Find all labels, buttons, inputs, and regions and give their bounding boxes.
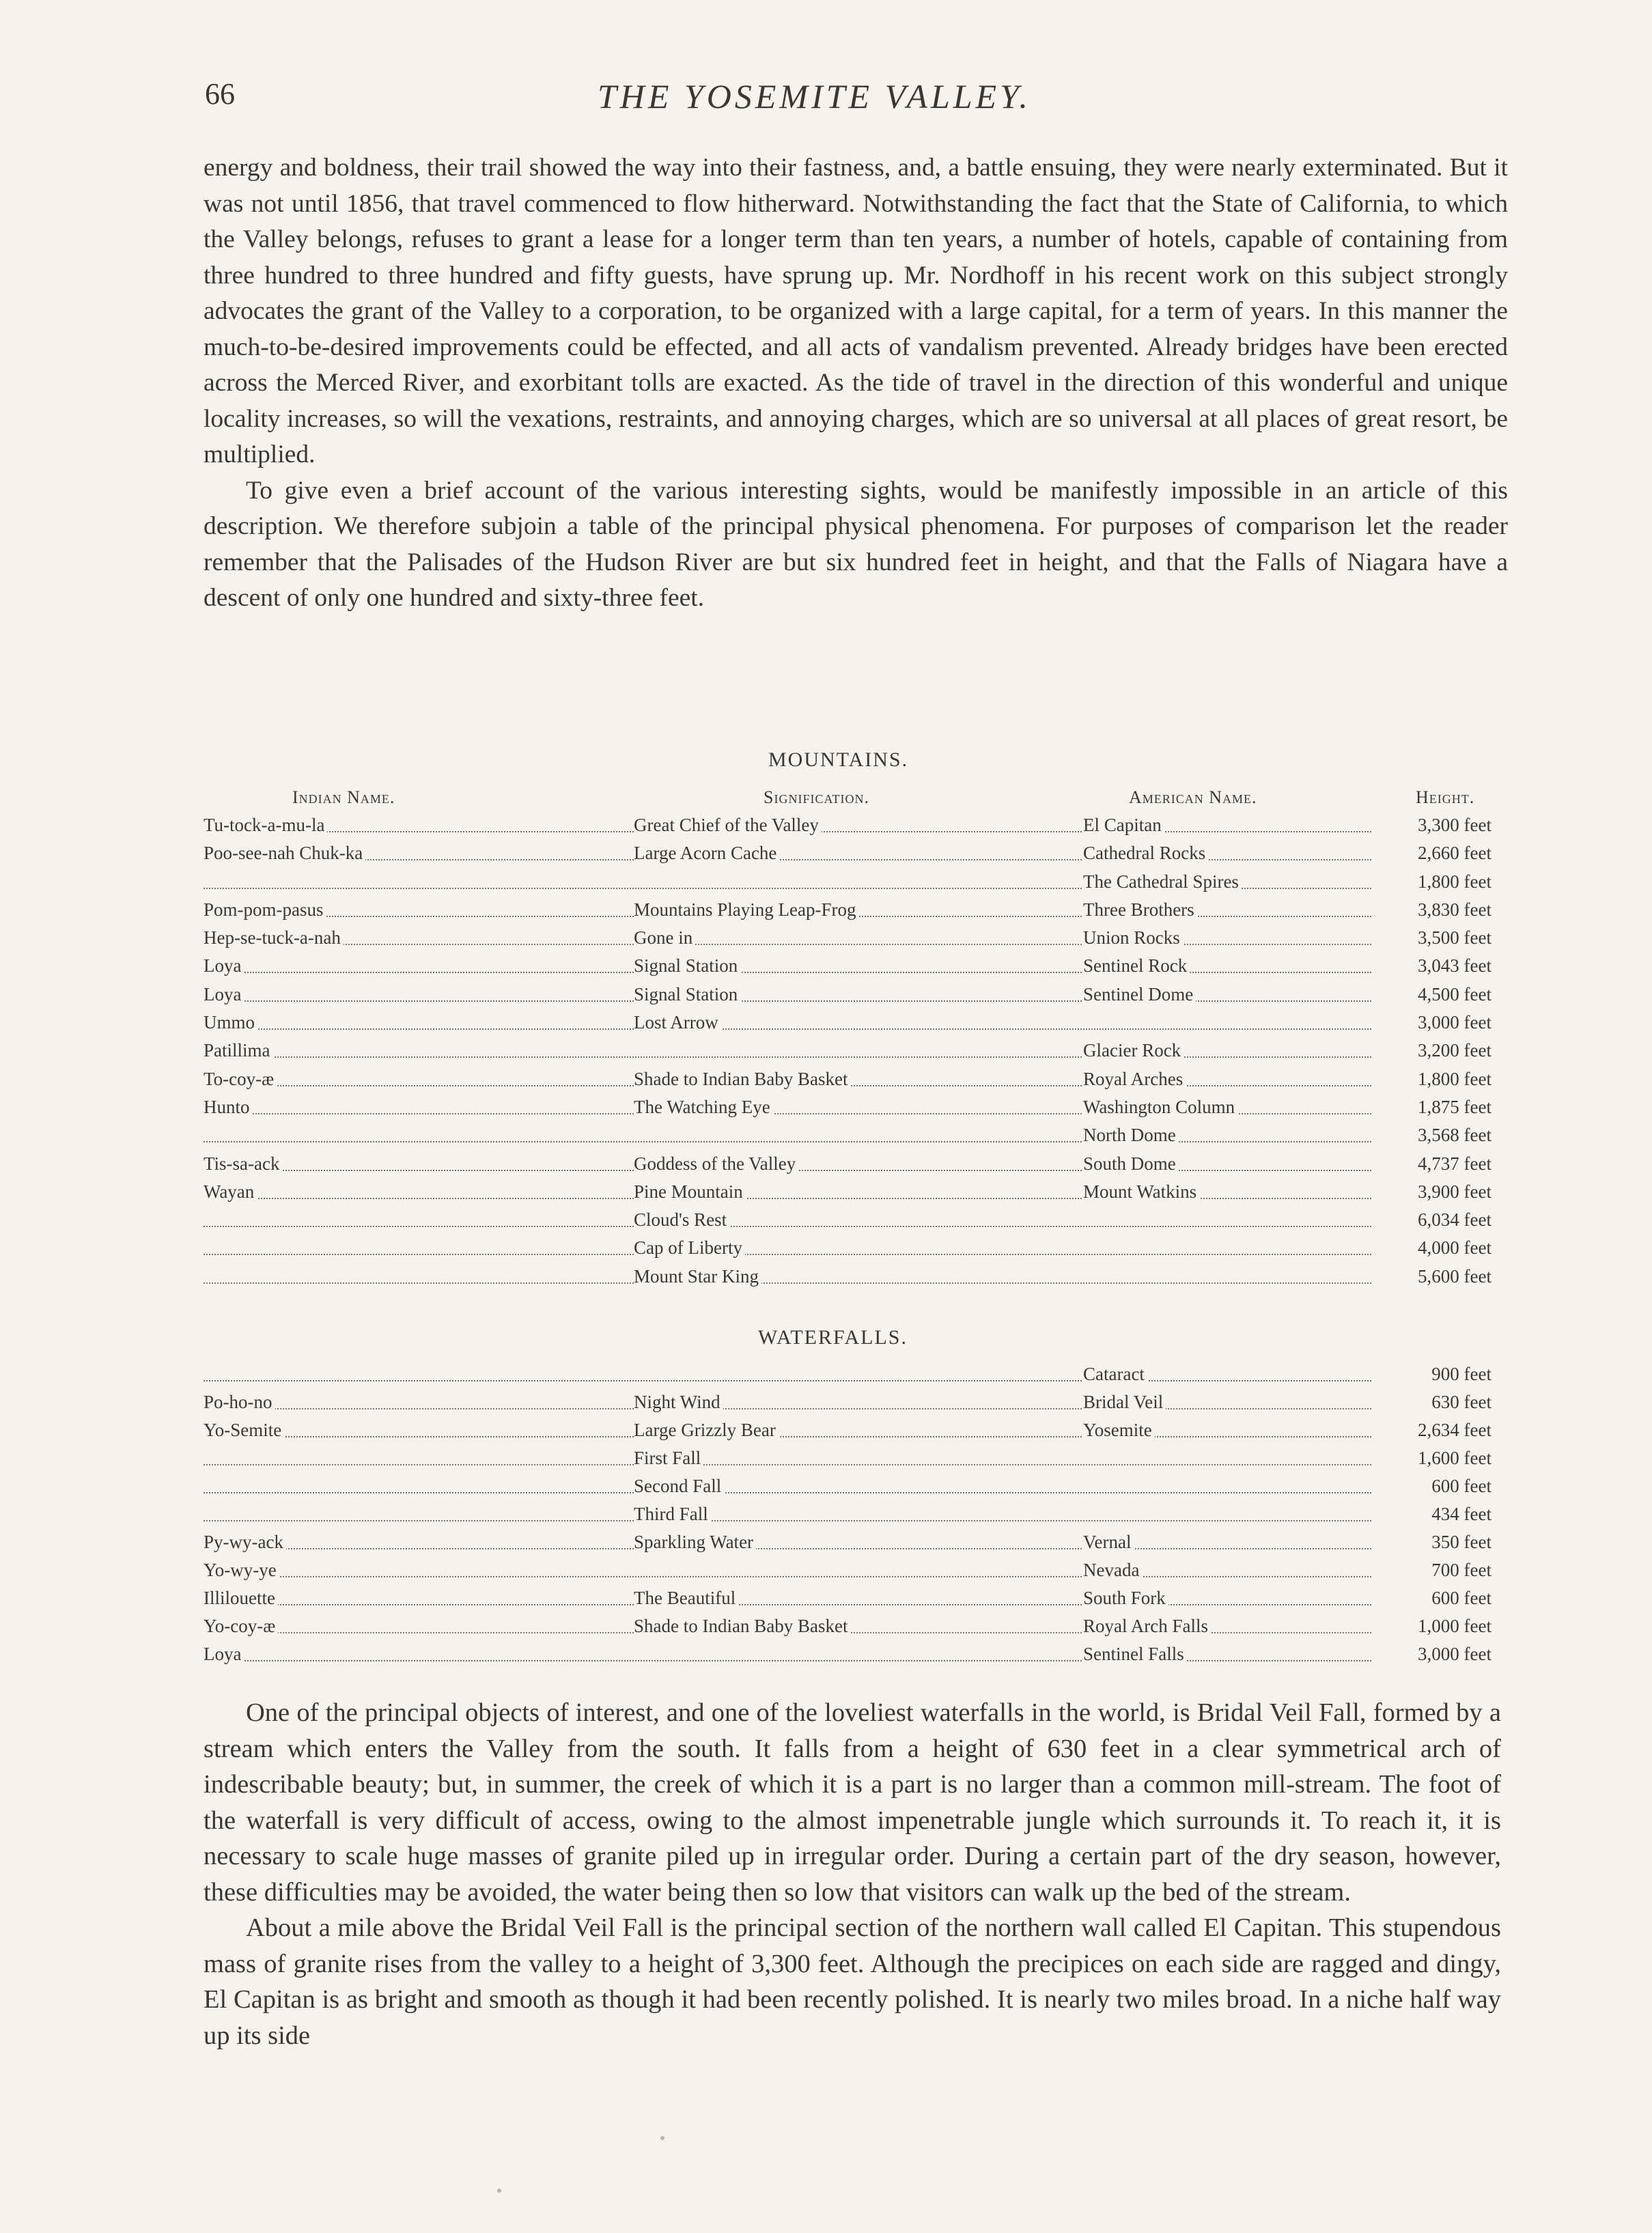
american-name-cell: South Dome (1083, 1153, 1179, 1175)
dot-leader (204, 1520, 1371, 1521)
signification-cell: Cloud's Rest (634, 1209, 729, 1231)
closing-text (204, 1695, 1501, 2053)
american-name-cell: Royal Arches (1083, 1069, 1186, 1090)
table-row (204, 1588, 1496, 1616)
table-row (204, 1040, 1496, 1068)
table-row (204, 984, 1496, 1012)
signification-cell: Signal Station (634, 955, 740, 977)
american-name-cell: Bridal Veil (1083, 1392, 1166, 1413)
height-cell: 600 feet (1429, 1588, 1494, 1609)
american-name-cell: Sentinel Falls (1083, 1644, 1187, 1665)
height-cell: 2,660 feet (1415, 843, 1494, 864)
table-row (204, 1097, 1496, 1125)
table-column-headers (204, 787, 1494, 815)
indian-name-cell: Tis-sa-ack (204, 1153, 283, 1175)
height-cell: 700 feet (1429, 1560, 1494, 1581)
table-row (204, 1125, 1496, 1153)
signification-cell: The Beautiful (634, 1588, 738, 1609)
indian-name-cell: Hep-se-tuck-a-nah (204, 927, 344, 949)
height-cell: 434 feet (1429, 1504, 1494, 1525)
indian-name-cell: Loya (204, 1644, 244, 1665)
height-cell: 2,634 feet (1415, 1420, 1494, 1441)
mountains-heading: MOUNTAINS. (768, 748, 909, 771)
table-row (204, 1069, 1496, 1097)
american-name-cell: Nevada (1083, 1560, 1142, 1581)
column-header-signification: Signification. (764, 787, 869, 807)
height-cell: 350 feet (1429, 1532, 1494, 1553)
indian-name-cell: Illilouette (204, 1588, 278, 1609)
height-cell: 5,600 feet (1415, 1266, 1494, 1287)
dot-leader (204, 1660, 1371, 1661)
height-cell: 900 feet (1429, 1364, 1494, 1385)
american-name-cell: Glacier Rock (1083, 1040, 1184, 1061)
indian-name-cell: Loya (204, 955, 244, 977)
indian-name-cell: Poo-see-nah Chuk-ka (204, 843, 365, 864)
indian-name-cell: Yo-wy-ye (204, 1560, 279, 1581)
ink-fleck (660, 2136, 664, 2140)
american-name-cell: South Fork (1083, 1588, 1168, 1609)
signification-cell: Second Fall (634, 1476, 724, 1497)
table-row (204, 815, 1496, 843)
american-name-cell: El Capitan (1083, 815, 1164, 836)
paragraph: To give even a brief account of the various interesting sights, would be manifestly impossible in an article of this description. We therefore subjoin a table of the principal physical phenomena. For purposes of comparison let the reader remember that the Palisades of the Hudson River are but six hundred feet in height, and that the Falls of Niagara have a descent of only one hundred and sixty-three feet. (204, 476, 1508, 612)
table-row (204, 1420, 1496, 1448)
american-name-cell: Royal Arch Falls (1083, 1616, 1211, 1637)
waterfalls-table (204, 1364, 1496, 1672)
american-name-cell: North Dome (1083, 1125, 1179, 1146)
table-row (204, 871, 1496, 899)
table-row (204, 1364, 1496, 1392)
table-row (204, 1392, 1496, 1420)
dot-leader (204, 944, 1371, 945)
column-header-indian-name: Indian Name. (292, 787, 395, 807)
height-cell: 3,500 feet (1415, 927, 1494, 949)
table-row (204, 955, 1496, 983)
indian-name-cell: Hunto (204, 1097, 253, 1118)
signification-cell: Pine Mountain (634, 1181, 746, 1203)
signification-cell: Shade to Indian Baby Basket (634, 1069, 850, 1090)
table-row (204, 1644, 1496, 1672)
table-row (204, 1266, 1496, 1294)
height-cell: 1,800 feet (1415, 1069, 1494, 1090)
height-cell: 1,000 feet (1415, 1616, 1494, 1637)
signification-cell: Shade to Indian Baby Basket (634, 1616, 850, 1637)
dot-leader (204, 1254, 1371, 1255)
signification-cell: The Watching Eye (634, 1097, 773, 1118)
height-cell: 4,737 feet (1415, 1153, 1494, 1175)
waterfalls-heading: WATERFALLS. (758, 1326, 908, 1349)
height-cell: 630 feet (1429, 1392, 1494, 1413)
signification-cell: Gone in (634, 927, 695, 949)
column-header-height: Height. (1416, 787, 1475, 807)
signification-cell: Third Fall (634, 1504, 711, 1525)
dot-leader (204, 1492, 1371, 1493)
page-number: 66 (205, 77, 235, 111)
signification-cell: Great Chief of the Valley (634, 815, 822, 836)
american-name-cell: Washington Column (1083, 1097, 1237, 1118)
dot-leader (204, 1576, 1371, 1577)
indian-name-cell: Loya (204, 984, 244, 1005)
indian-name-cell: Yo-Semite (204, 1420, 284, 1441)
indian-name-cell: Wayan (204, 1181, 257, 1203)
dot-leader (204, 1056, 1371, 1058)
dot-leader (204, 1436, 1371, 1437)
column-header-american-name: American Name. (1129, 787, 1257, 807)
indian-name-cell: Tu-tock-a-mu-la (204, 815, 327, 836)
height-cell: 3,568 feet (1415, 1125, 1494, 1146)
signification-cell: Signal Station (634, 984, 740, 1005)
american-name-cell: Mount Watkins (1083, 1181, 1199, 1203)
table-row (204, 843, 1496, 871)
height-cell: 3,043 feet (1415, 955, 1494, 977)
dot-leader (204, 1226, 1371, 1227)
signification-cell: Goddess of the Valley (634, 1153, 798, 1175)
height-cell: 4,000 feet (1415, 1237, 1494, 1259)
american-name-cell: Sentinel Rock (1083, 955, 1190, 977)
signification-cell: Mount Star King (634, 1266, 761, 1287)
american-name-cell: Sentinel Dome (1083, 984, 1196, 1005)
american-name-cell: Vernal (1083, 1532, 1134, 1553)
mountains-table (204, 815, 1496, 1294)
height-cell: 4,500 feet (1415, 984, 1494, 1005)
height-cell: 600 feet (1429, 1476, 1494, 1497)
height-cell: 3,200 feet (1415, 1040, 1494, 1061)
american-name-cell: Cataract (1083, 1364, 1147, 1385)
signification-cell: Sparkling Water (634, 1532, 756, 1553)
dot-leader (204, 1282, 1371, 1284)
table-row (204, 899, 1496, 927)
height-cell: 3,000 feet (1415, 1644, 1494, 1665)
signification-cell: Night Wind (634, 1392, 723, 1413)
signification-cell: Mountains Playing Leap-Frog (634, 899, 858, 921)
height-cell: 3,900 feet (1415, 1181, 1494, 1203)
dot-leader (204, 1548, 1371, 1549)
height-cell: 3,830 feet (1415, 899, 1494, 921)
indian-name-cell: Patillima (204, 1040, 273, 1061)
american-name-cell: Union Rocks (1083, 927, 1183, 949)
american-name-cell: The Cathedral Spires (1083, 871, 1242, 893)
dot-leader (204, 1000, 1371, 1002)
table-row (204, 1181, 1496, 1209)
ink-fleck (497, 2189, 501, 2193)
table-row (204, 1209, 1496, 1237)
height-cell: 1,875 feet (1415, 1097, 1494, 1118)
signification-cell: Large Acorn Cache (634, 843, 779, 864)
indian-name-cell: Po-ho-no (204, 1392, 275, 1413)
height-cell: 6,034 feet (1415, 1209, 1494, 1231)
running-head (205, 76, 1502, 124)
american-name-cell: Three Brothers (1083, 899, 1197, 921)
dot-leader (204, 1141, 1371, 1142)
dot-leader (204, 1028, 1371, 1030)
paragraph: One of the principal objects of interest, and one of the loveliest waterfalls in the world, is Bridal Veil Fall, formed by a stream which enters the Valley from the south. It falls from a height of 630 feet in a clear symmetrical arch of indescribable beauty; but, in summer, the creek of which it is a part is no larger than a common mill-stream. The foot of the waterfall is very difficult of access, owing to the almost impenetrable jungle which surrounds it. To reach it, it is necessary to scale huge masses of granite piled up in irregular order. During a certain part of the dry season, however, these difficulties may be avoided, the water being then so low that visitors can walk up the bed of the stream. (204, 1698, 1501, 1907)
dot-leader (204, 1408, 1371, 1409)
american-name-cell: Yosemite (1083, 1420, 1155, 1441)
height-cell: 3,300 feet (1415, 815, 1494, 836)
dot-leader (204, 972, 1371, 973)
height-cell: 1,600 feet (1415, 1448, 1494, 1469)
table-row (204, 1476, 1496, 1504)
table-row (204, 1560, 1496, 1588)
table-row (204, 1153, 1496, 1181)
indian-name-cell: Ummo (204, 1012, 257, 1033)
indian-name-cell: Yo-coy-æ (204, 1616, 278, 1637)
table-row (204, 1237, 1496, 1265)
indian-name-cell: Pom-pom-pasus (204, 899, 326, 921)
height-cell: 3,000 feet (1415, 1012, 1494, 1033)
running-title: THE YOSEMITE VALLEY. (598, 77, 1031, 115)
dot-leader (204, 1464, 1371, 1465)
dot-leader (204, 1604, 1371, 1605)
intro-text (204, 150, 1508, 617)
dot-leader (204, 1380, 1371, 1381)
table-row (204, 1012, 1496, 1040)
height-cell: 1,800 feet (1415, 871, 1494, 893)
table-row (204, 1616, 1496, 1644)
signification-cell: Lost Arrow (634, 1012, 721, 1033)
table-row (204, 1448, 1496, 1476)
indian-name-cell: To-coy-æ (204, 1069, 277, 1090)
table-row (204, 927, 1496, 955)
signification-cell: First Fall (634, 1448, 703, 1469)
paragraph: energy and boldness, their trail showed the way into their fastness, and, a battle ensuing, they were nearly exterminated. But it was not until 1856, that travel commenced to flow hitherward. Notwithstanding the fact that the State of California, to which the Valley belongs, refuses to grant a lease for a longer term than ten years, a number of hotels, capable of containing from three hundred to three hundred and fifty guests, have sprung up. Mr. Nordhoff in his recent work on this subject strongly advocates the grant of the Valley to a corporation, to be organized with a large capital, for a term of years. In this manner the much-to-be-desired improvements could be effected, and all acts of vandalism prevented. Already bridges have been erected across the Merced River, and exorbitant tolls are exacted. As the tide of travel in the direction of this wonderful and unique locality increases, so will the vexations, restraints, and annoying charges, which are so universal at all places of great resort, be multiplied. (204, 154, 1508, 468)
signification-cell: Cap of Liberty (634, 1237, 745, 1259)
signification-cell: Large Grizzly Bear (634, 1420, 779, 1441)
table-row (204, 1532, 1496, 1560)
table-row (204, 1504, 1496, 1532)
indian-name-cell: Py-wy-ack (204, 1532, 286, 1553)
american-name-cell: Cathedral Rocks (1083, 843, 1208, 864)
paragraph: About a mile above the Bridal Veil Fall is the principal section of the northern wall called El Capitan. This stupendous mass of granite rises from the valley to a height of 3,300 feet. Although the precipices on each side are ragged and dingy, El Capitan is as bright and smooth as though it had been recently polished. It is nearly two miles broad. In a niche half way up its side (204, 1913, 1501, 2050)
